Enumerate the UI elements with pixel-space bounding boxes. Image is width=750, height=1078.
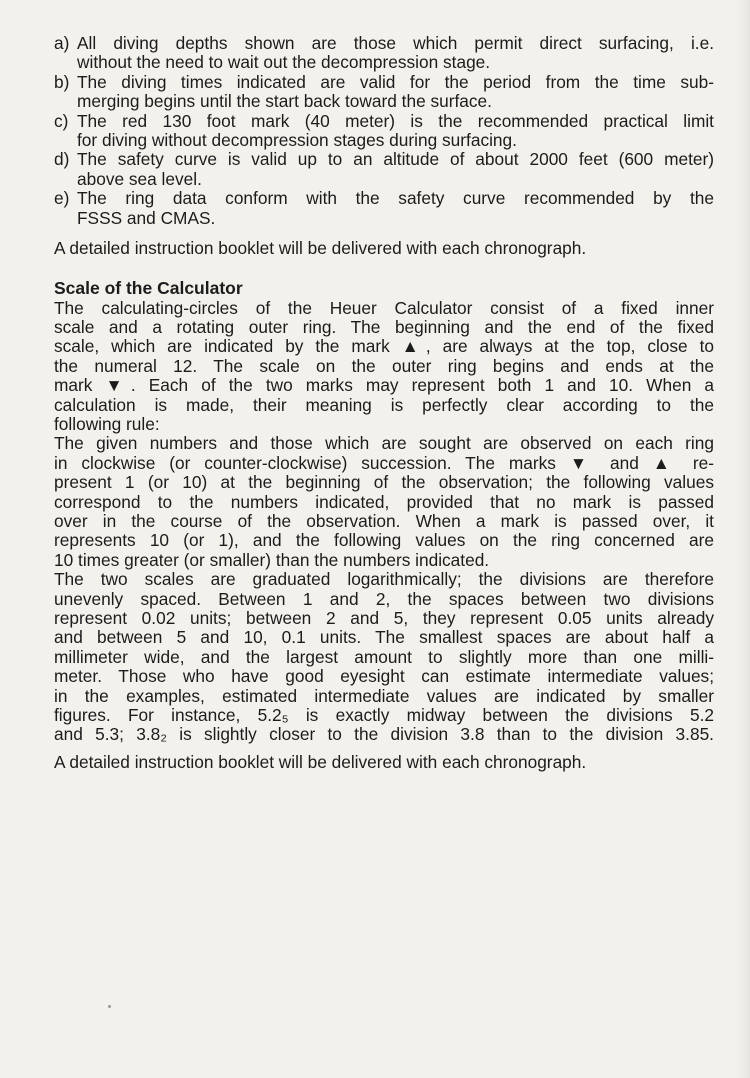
text-line: The red 130 foot mark (40 meter) is the recommended practical limit [77, 111, 714, 131]
paragraph [54, 570, 714, 745]
list-item-label: e) [54, 188, 70, 209]
section-body [54, 299, 714, 745]
text-line: and between 5 and 10, 0.1 units. The smallest spaces are about half a [54, 628, 714, 648]
text-line: millimeter wide, and the largest amount to slightly more than one milli- [54, 647, 714, 667]
text-line: meter. Those who have good eyesight can estimate intermediate values; [54, 667, 714, 687]
text-line: for diving without decompression stages during surfacing. [77, 129, 517, 150]
text-line: unevenly spaced. Between 1 and 2, the spaces between two divisions [54, 589, 714, 609]
text-line: The ring data conform with the safety curve recommended by the [77, 189, 714, 209]
text-line: scale and a rotating outer ring. The beginning and the end of the fixed [54, 318, 714, 338]
section-heading: Scale of the Calculator [54, 278, 243, 299]
text-line: The diving times indicated are valid for the period from the time sub- [77, 72, 714, 92]
scan-speck [108, 1005, 111, 1008]
text-line: FSSS and CMAS. [77, 207, 216, 228]
text-line: The given numbers and those which are sought are observed on each ring [54, 434, 714, 454]
text-line: 10 times greater (or smaller) than the numbers indicated. [54, 549, 490, 570]
text-line: above sea level. [77, 168, 202, 189]
text-line: in the examples, estimated intermediate values are indicated by smaller [54, 686, 714, 706]
booklet-note: A detailed instruction booklet will be delivered with each chronograph. [54, 751, 587, 772]
document-page [54, 34, 714, 772]
text-line: The safety curve is valid up to an altitude of about 2000 feet (600 meter) [77, 150, 714, 170]
list-item [54, 189, 714, 228]
text-line: figures. For instance, 5.2₅ is exactly midway between the divisions 5.2 [54, 705, 714, 725]
text-line: over in the course of the observation. When a mark is passed over, it [54, 511, 714, 531]
text-line: the numeral 12. The scale on the outer ring begins and ends at the [54, 356, 714, 376]
notes-list [54, 34, 714, 228]
text-line: merging begins until the start back toward the surface. [77, 91, 492, 112]
text-line: following rule: [54, 414, 160, 435]
text-line: in clockwise (or counter-clockwise) succession. The marks ▼ and ▲ re- [54, 453, 714, 473]
list-item-label: d) [54, 149, 70, 170]
text-line: represents 10 (or 1), and the following values on the ring concerned are [54, 531, 714, 551]
list-item [54, 34, 714, 73]
paragraph [54, 434, 714, 570]
text-line: without the need to wait out the decompression stage. [77, 52, 491, 73]
paragraph [54, 299, 714, 435]
list-item [54, 73, 714, 112]
list-item-label: c) [54, 110, 69, 131]
text-line: represent 0.02 units; between 2 and 5, they represent 0.05 units already [54, 608, 714, 628]
list-item-label: a) [54, 33, 70, 53]
list-item [54, 150, 714, 189]
page-edge [738, 0, 750, 1078]
list-item [54, 112, 714, 151]
list-item-label: b) [54, 71, 70, 92]
text-line: mark ▼. Each of the two marks may represent both 1 and 10. When a [54, 376, 714, 396]
text-line: scale, which are indicated by the mark ▲, are always at the top, close to [54, 337, 714, 357]
text-line: present 1 (or 10) at the beginning of the observation; the following values [54, 473, 714, 493]
booklet-note: A detailed instruction booklet will be delivered with each chronograph. [54, 237, 587, 258]
text-line: correspond to the numbers indicated, provided that no mark is passed [54, 492, 714, 512]
text-line: The two scales are graduated logarithmically; the divisions are therefore [54, 570, 714, 590]
text-line: The calculating-circles of the Heuer Calculator consist of a fixed inner [54, 298, 714, 318]
text-line: All diving depths shown are those which permit direct surfacing, i.e. [77, 34, 714, 53]
text-line: calculation is made, their meaning is perfectly clear according to the [54, 395, 714, 415]
text-line: and 5.3; 3.8₂ is slightly closer to the division 3.8 than to the division 3.85. [54, 725, 714, 745]
